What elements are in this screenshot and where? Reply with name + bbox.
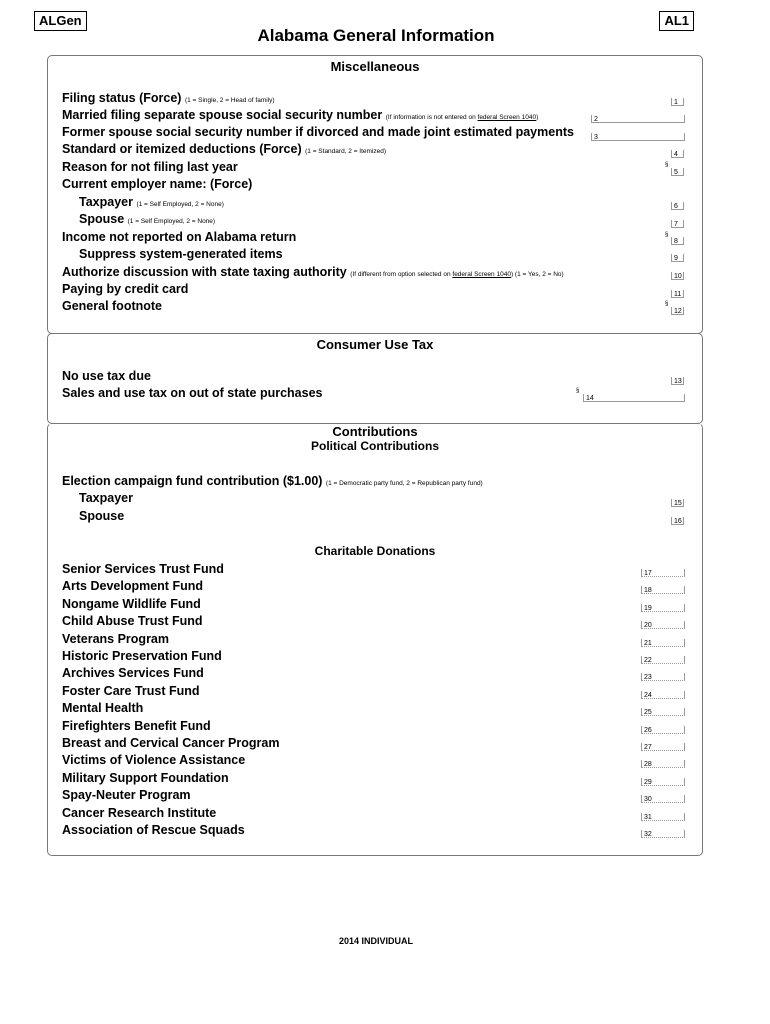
filing-status-field[interactable]: 1 xyxy=(671,98,684,106)
charity-label: Senior Services Trust Fund xyxy=(62,562,224,576)
form-code-tag: ALGen xyxy=(34,11,87,31)
charity-label: Firefighters Benefit Fund xyxy=(62,718,211,733)
charity-label: Breast and Cervical Cancer Program xyxy=(62,736,280,750)
spouse-ssn-label: Married filing separate spouse social security number (If information is not entered on federal Screen 1040) xyxy=(62,108,539,122)
out-of-state-tax-label: Sales and use tax on out of state purchases xyxy=(62,386,323,400)
section-mark: § xyxy=(576,388,580,394)
consumer-use-tax-section xyxy=(47,333,703,424)
charity-label: Association of Rescue Squads xyxy=(62,823,245,837)
charity-field[interactable]: 17 xyxy=(641,569,685,577)
section-mark: § xyxy=(665,232,669,238)
deductions-label: Standard or itemized deductions (Force) (1 = Standard, 2 = Itemized) xyxy=(62,142,387,156)
miscellaneous-heading: Miscellaneous xyxy=(330,59,420,74)
political-contributions-heading: Political Contributions xyxy=(311,439,439,453)
charity-label: Nongame Wildlife Fund xyxy=(62,596,201,611)
charity-field[interactable]: 22 xyxy=(641,656,685,664)
taxpayer-employer-field[interactable]: 6 xyxy=(671,202,684,210)
charity-label: Veterans Program xyxy=(62,631,169,646)
spouse-ssn-field[interactable]: 2 xyxy=(591,115,685,123)
suppress-items-label: Suppress system-generated items xyxy=(79,247,283,261)
page-title: Alabama General Information xyxy=(257,26,495,45)
charity-field[interactable]: 25 xyxy=(641,708,685,716)
section-mark: § xyxy=(665,162,669,168)
income-not-reported-label: Income not reported on Alabama return xyxy=(62,230,297,244)
charity-field[interactable]: 31 xyxy=(641,813,685,821)
charity-field[interactable]: 26 xyxy=(641,726,685,734)
charity-field[interactable]: 20 xyxy=(641,621,685,629)
former-spouse-ssn-field[interactable]: 3 xyxy=(591,133,685,141)
spouse-election-label: Spouse xyxy=(79,509,125,523)
charity-label: Arts Development Fund xyxy=(62,579,203,594)
charitable-donations-heading: Charitable Donations xyxy=(314,544,436,558)
federal-screen-link[interactable]: federal Screen 1040 xyxy=(477,114,537,121)
section-mark: § xyxy=(665,301,669,307)
charity-label: Victims of Violence Assistance xyxy=(62,753,246,768)
charity-field[interactable]: 27 xyxy=(641,743,685,751)
taxpayer-election-field[interactable]: 15 xyxy=(671,499,684,507)
state-form-tag: AL1 xyxy=(659,11,694,31)
general-footnote-field[interactable]: 12 xyxy=(671,307,684,315)
charity-label: Cancer Research Institute xyxy=(62,805,217,820)
reason-not-filing-label: Reason for not filing last year xyxy=(62,160,238,174)
deductions-field[interactable]: 4 xyxy=(671,150,684,158)
spouse-election-field[interactable]: 16 xyxy=(671,517,684,525)
charity-field[interactable]: 32 xyxy=(641,830,685,838)
no-use-tax-field[interactable]: 13 xyxy=(671,377,684,385)
charity-label: Archives Services Fund xyxy=(62,666,204,681)
consumer-use-tax-heading: Consumer Use Tax xyxy=(316,337,434,352)
credit-card-label: Paying by credit card xyxy=(62,282,189,296)
former-spouse-ssn-label: Former spouse social security number if divorced and made joint estimated payments xyxy=(62,125,574,139)
employer-name-label: Current employer name: (Force) xyxy=(62,177,253,191)
charity-label: Foster Care Trust Fund xyxy=(62,683,200,698)
credit-card-field[interactable]: 11 xyxy=(671,290,684,298)
spouse-employer-field[interactable]: 7 xyxy=(671,220,684,228)
filing-status-label: Filing status (Force) (1 = Single, 2 = Head of family) xyxy=(62,91,275,105)
election-fund-label: Election campaign fund contribution ($1.00) (1 = Democratic party fund, 2 = Republican party fund) xyxy=(62,474,483,488)
charity-field[interactable]: 23 xyxy=(641,673,685,681)
footer-label: 2014 INDIVIDUAL xyxy=(338,936,414,946)
taxpayer-employer-label: Taxpayer (1 = Self Employed, 2 = None) xyxy=(79,195,224,209)
charity-field[interactable]: 21 xyxy=(641,639,685,647)
spouse-employer-label: Spouse (1 = Self Employed, 2 = None) xyxy=(79,212,216,226)
general-footnote-label: General footnote xyxy=(62,299,163,313)
income-not-reported-field[interactable]: 8 xyxy=(671,237,684,245)
charity-label: Historic Preservation Fund xyxy=(62,649,222,663)
charity-field[interactable]: 28 xyxy=(641,760,685,768)
miscellaneous-section xyxy=(47,55,703,334)
charity-field[interactable]: 19 xyxy=(641,604,685,612)
charity-field[interactable]: 24 xyxy=(641,691,685,699)
out-of-state-tax-field[interactable]: 14 xyxy=(583,394,685,402)
charity-field[interactable]: 18 xyxy=(641,586,685,594)
taxpayer-election-label: Taxpayer xyxy=(79,491,133,505)
charity-label: Mental Health xyxy=(62,701,144,716)
charity-label: Child Abuse Trust Fund xyxy=(62,614,203,629)
authorize-discussion-label: Authorize discussion with state taxing authority (If different from option selected on federal Screen 1040) (1 = Yes, 2 = No) xyxy=(62,265,564,279)
charity-field[interactable]: 29 xyxy=(641,778,685,786)
charity-label: Military Support Foundation xyxy=(62,770,229,785)
suppress-items-field[interactable]: 9 xyxy=(671,254,684,262)
charity-label: Spay-Neuter Program xyxy=(62,788,191,803)
reason-not-filing-field[interactable]: 5 xyxy=(671,168,684,176)
federal-screen-link[interactable]: federal Screen 1040 xyxy=(452,271,511,278)
charity-field[interactable]: 30 xyxy=(641,795,685,803)
contributions-heading: Contributions xyxy=(332,424,418,439)
contributions-section xyxy=(47,423,703,856)
authorize-discussion-field[interactable]: 10 xyxy=(671,272,684,280)
no-use-tax-label: No use tax due xyxy=(62,369,151,383)
